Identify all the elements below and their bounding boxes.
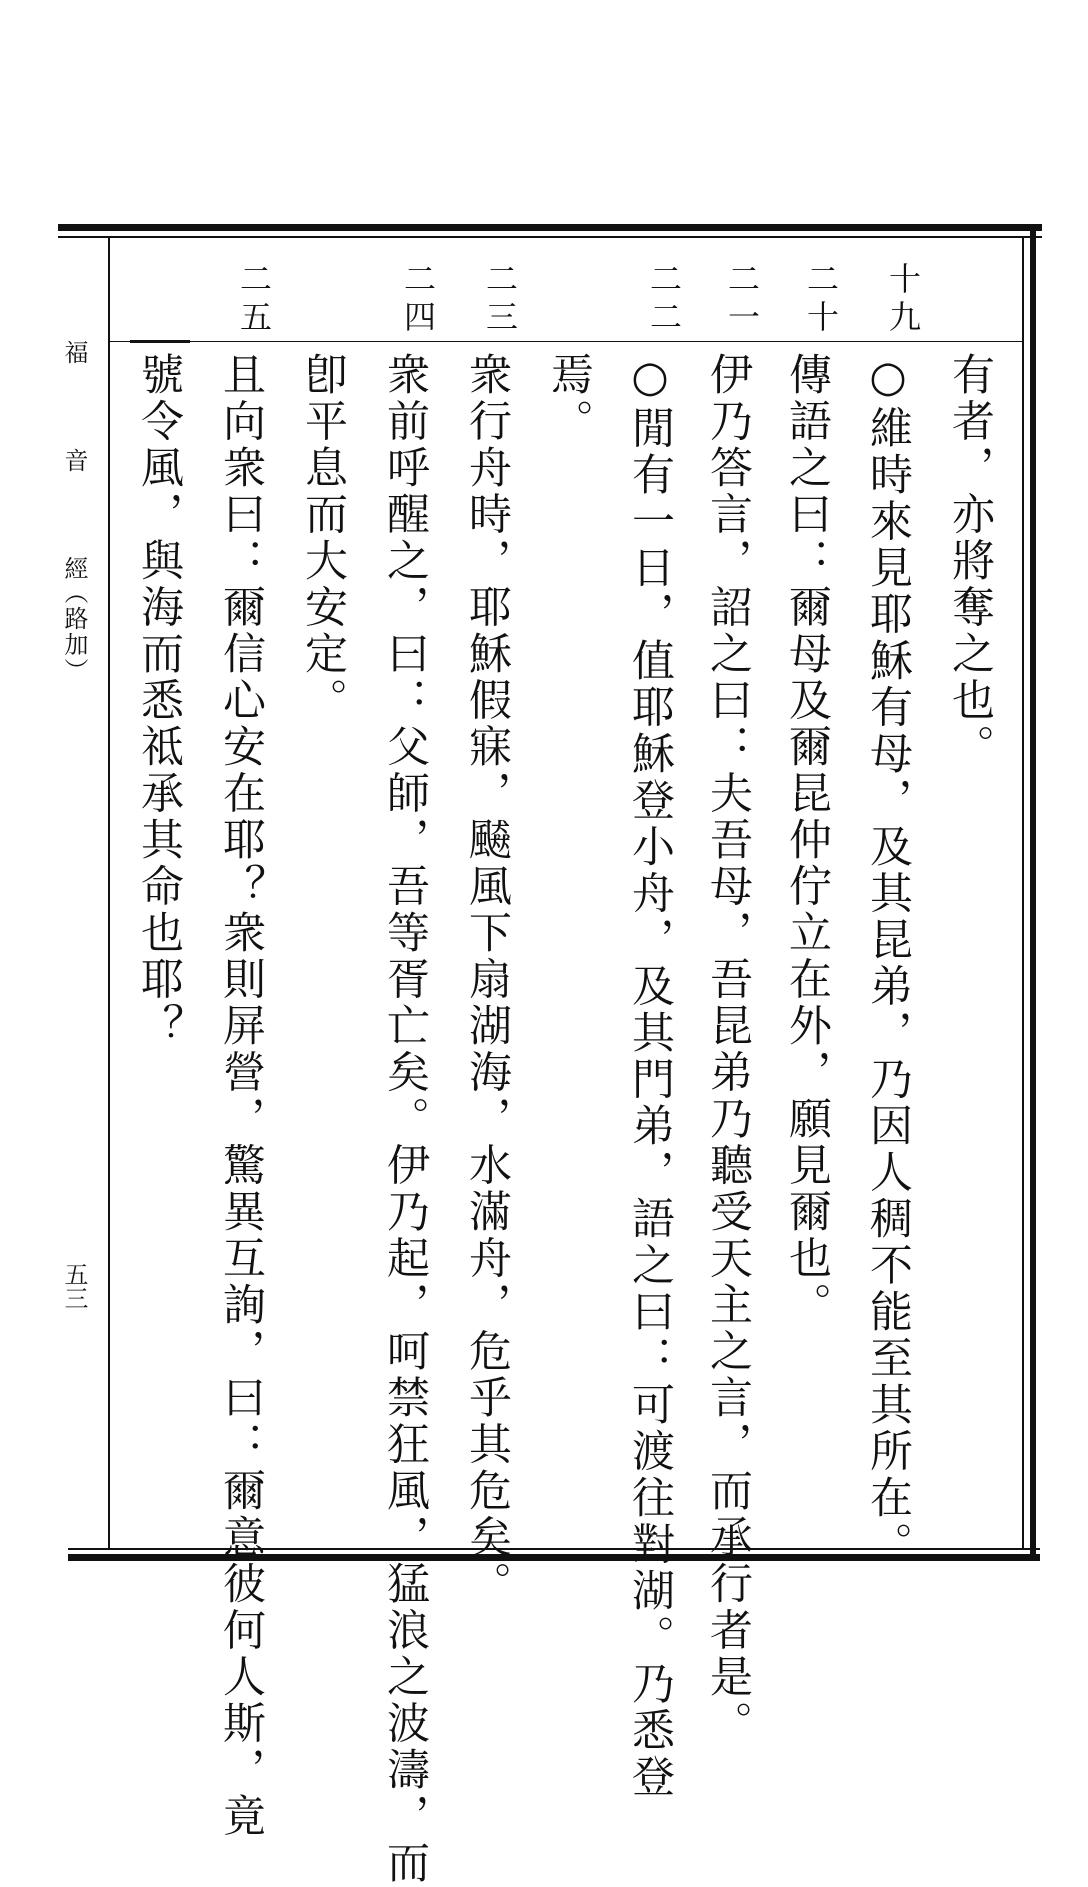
frame-left-inner-rule [108,238,110,1548]
frame-top-thin-rule [58,236,1042,238]
verse-number-24: 二四 [399,262,437,338]
text-column: 卽平息而大安定。 [298,352,348,724]
text-column: 焉。 [544,352,594,445]
page-number: 五三 [60,1262,88,1310]
text-column: 衆行舟時，耶穌假寐，飇風下扇湖海，水滿舟，危乎其危矣。 [462,352,512,1608]
verse-number-19: 十九 [884,262,922,338]
verse-number-23: 二三 [481,262,519,338]
frame-right-thin-rule [1022,238,1024,1548]
frame-right-thick-rule [1030,224,1036,1561]
running-head-book: （路加） [60,580,88,684]
verse-number-22: 二二 [645,262,683,338]
text-column: ○閒有一日，值耶穌登小舟，及其門弟，語之曰：可渡往對湖。乃悉登 [625,352,675,1801]
verse-number-25: 二五 [235,262,273,338]
running-head-title: 福 音 經 [60,340,88,610]
text-column: 號令風，與海而悉祗承其命也耶？ [134,352,184,1050]
text-column: 且向衆曰：爾信心安在耶？衆則屏營，驚異互詢，曰：爾意彼何人斯，竟 [216,352,266,1840]
text-column: 傳語之曰：爾母及爾昆仲佇立在外，願見爾也。 [782,352,832,1329]
text-column: 伊乃答言，詔之曰：夫吾母，吾昆弟乃聽受天主之言，而承行者是。 [703,352,753,1747]
verse-number-separator [110,341,1022,342]
text-column: 衆前呼醒之，曰：父師，吾等胥亡矣。伊乃起，呵禁狂風，猛浪之波濤，而 [380,352,430,1887]
text-column: ○維時來見耶穌有母，及其昆弟，乃因人稠不能至其所在。 [863,352,913,1568]
verse-number-21: 二一 [723,262,761,338]
separator-stub [130,340,190,343]
text-column: 有者，亦將奪之也。 [945,352,995,771]
frame-top-thick-rule [58,224,1042,231]
verse-number-20: 二十 [802,262,840,338]
